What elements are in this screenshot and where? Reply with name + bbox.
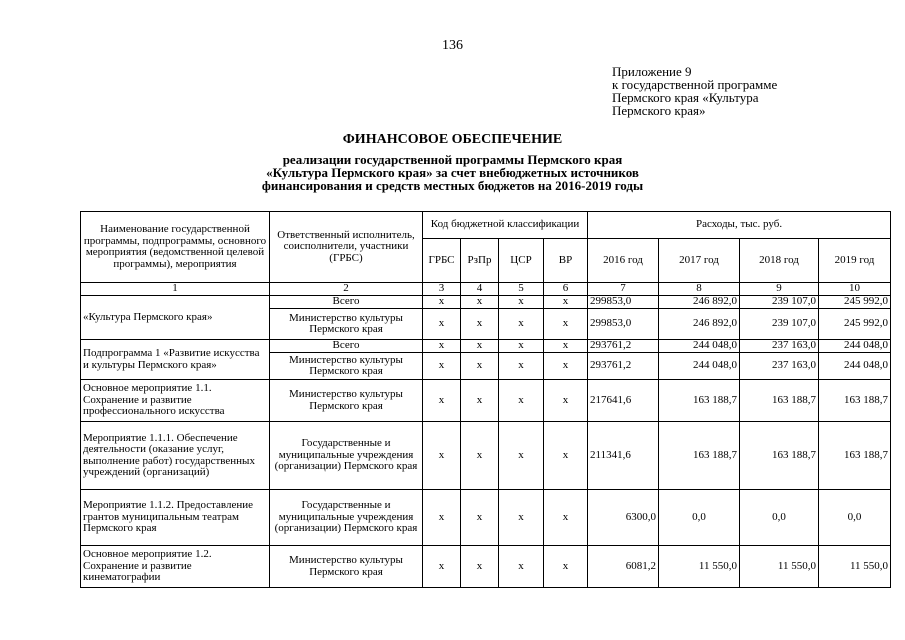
code-vr: х [544,422,588,490]
header-grbs: ГРБС [423,239,461,283]
code-grbs: х [423,490,461,546]
header-2016: 2016 год [588,239,659,283]
code-vr: х [544,546,588,588]
row-responsible: Министерство культуры Пермского края [270,309,423,340]
value-2016: 211341,6 [588,422,659,490]
table-row [81,296,891,309]
row-responsible: Всего [270,296,423,309]
col-number: 10 [819,283,891,296]
document-subtitle [0,153,905,192]
header-2018: 2018 год [740,239,819,283]
row-name: Основное мероприятие 1.2. Сохранение и развитие кинематографии [81,546,270,588]
value-2017: 163 188,7 [659,380,740,422]
value-2016: 6081,2 [588,546,659,588]
code-csr: х [499,380,544,422]
code-csr: х [499,490,544,546]
col-number: 2 [270,283,423,296]
header-vr: ВР [544,239,588,283]
row-name: Мероприятие 1.1.2. Предоставление грантов муниципальным театрам Пермского края [81,490,270,546]
col-number: 4 [461,283,499,296]
value-2018: 239 107,0 [740,296,819,309]
annex-line: Приложение 9 [612,64,692,79]
header-responsible: Ответственный исполнитель, соисполнители, участники (ГРБС) [270,212,423,283]
annex-line: Пермского края «Культура [612,90,759,105]
code-grbs: х [423,340,461,353]
row-name: Основное мероприятие 1.1. Сохранение и развитие профессионального искусства [81,380,270,422]
code-vr: х [544,296,588,309]
header-2017: 2017 год [659,239,740,283]
value-2018: 0,0 [740,490,819,546]
table-row [81,340,891,353]
row-responsible: Государственные и муниципальные учреждения (организации) Пермского края [270,422,423,490]
value-2019: 244 048,0 [819,353,891,380]
code-vr: х [544,380,588,422]
row-responsible: Государственные и муниципальные учреждения (организации) Пермского края [270,490,423,546]
value-2019: 244 048,0 [819,340,891,353]
value-2016: 6300,0 [588,490,659,546]
value-2019: 245 992,0 [819,309,891,340]
page-number: 136 [442,38,463,53]
annex-line: к государственной программе [612,77,778,92]
value-2017: 163 188,7 [659,422,740,490]
code-vr: х [544,490,588,546]
value-2016: 299853,0 [588,309,659,340]
table-row [81,380,891,422]
table-row [81,546,891,588]
value-2018: 237 163,0 [740,340,819,353]
subtitle-line: финансирования и средств местных бюджетов на 2016-2019 годы [261,178,644,193]
code-grbs: х [423,309,461,340]
value-2017: 246 892,0 [659,296,740,309]
code-rzpr: х [461,353,499,380]
value-2018: 239 107,0 [740,309,819,340]
row-responsible: Всего [270,340,423,353]
row-name: Подпрограмма 1 «Развитие искусства и культуры Пермского края» [81,340,270,380]
code-grbs: х [423,380,461,422]
col-number: 3 [423,283,461,296]
col-number: 9 [740,283,819,296]
header-rzpr: РзПр [461,239,499,283]
code-vr: х [544,309,588,340]
code-csr: х [499,353,544,380]
code-grbs: х [423,546,461,588]
value-2016: 299853,0 [588,296,659,309]
code-csr: х [499,340,544,353]
row-name: Мероприятие 1.1.1. Обеспечение деятельности (оказание услуг, выполнение работ) государственных учреждений (организаций) [81,422,270,490]
col-number: 5 [499,283,544,296]
value-2016: 217641,6 [588,380,659,422]
col-number: 6 [544,283,588,296]
annex-line: Пермского края» [612,103,706,118]
row-responsible: Министерство культуры Пермского края [270,380,423,422]
code-grbs: х [423,296,461,309]
header-csr: ЦСР [499,239,544,283]
financing-table [80,211,891,588]
code-grbs: х [423,353,461,380]
table-row [81,490,891,546]
code-rzpr: х [461,380,499,422]
col-number: 8 [659,283,740,296]
value-2019: 11 550,0 [819,546,891,588]
row-responsible: Министерство культуры Пермского края [270,353,423,380]
header-2019: 2019 год [819,239,891,283]
annex-note [612,65,777,117]
value-2019: 0,0 [819,490,891,546]
code-grbs: х [423,422,461,490]
value-2017: 11 550,0 [659,546,740,588]
row-name: «Культура Пермского края» [81,296,270,340]
value-2017: 244 048,0 [659,340,740,353]
value-2018: 11 550,0 [740,546,819,588]
header-name: Наименование государственной программы, подпрограммы, основного мероприятия (ведомственной целевой программы), мероприятия [81,212,270,283]
header-expenses: Расходы, тыс. руб. [588,212,891,239]
code-vr: х [544,340,588,353]
value-2018: 163 188,7 [740,380,819,422]
row-responsible: Министерство культуры Пермского края [270,546,423,588]
document-title: ФИНАНСОВОЕ ОБЕСПЕЧЕНИЕ [342,132,563,147]
table-row [81,422,891,490]
col-number: 1 [81,283,270,296]
value-2019: 245 992,0 [819,296,891,309]
code-rzpr: х [461,490,499,546]
code-csr: х [499,309,544,340]
value-2018: 163 188,7 [740,422,819,490]
value-2019: 163 188,7 [819,422,891,490]
subtitle-line: реализации государственной программы Пермского края [282,152,623,167]
code-csr: х [499,546,544,588]
value-2016: 293761,2 [588,353,659,380]
code-rzpr: х [461,546,499,588]
value-2017: 246 892,0 [659,309,740,340]
value-2019: 163 188,7 [819,380,891,422]
value-2018: 237 163,0 [740,353,819,380]
code-csr: х [499,422,544,490]
col-number: 7 [588,283,659,296]
code-rzpr: х [461,296,499,309]
code-rzpr: х [461,422,499,490]
code-vr: х [544,353,588,380]
header-budget-code: Код бюджетной классификации [423,212,588,239]
code-rzpr: х [461,309,499,340]
code-csr: х [499,296,544,309]
value-2017: 244 048,0 [659,353,740,380]
value-2017: 0,0 [659,490,740,546]
subtitle-line: «Культура Пермского края» за счет внебюджетных источников [266,165,639,180]
value-2016: 293761,2 [588,340,659,353]
code-rzpr: х [461,340,499,353]
